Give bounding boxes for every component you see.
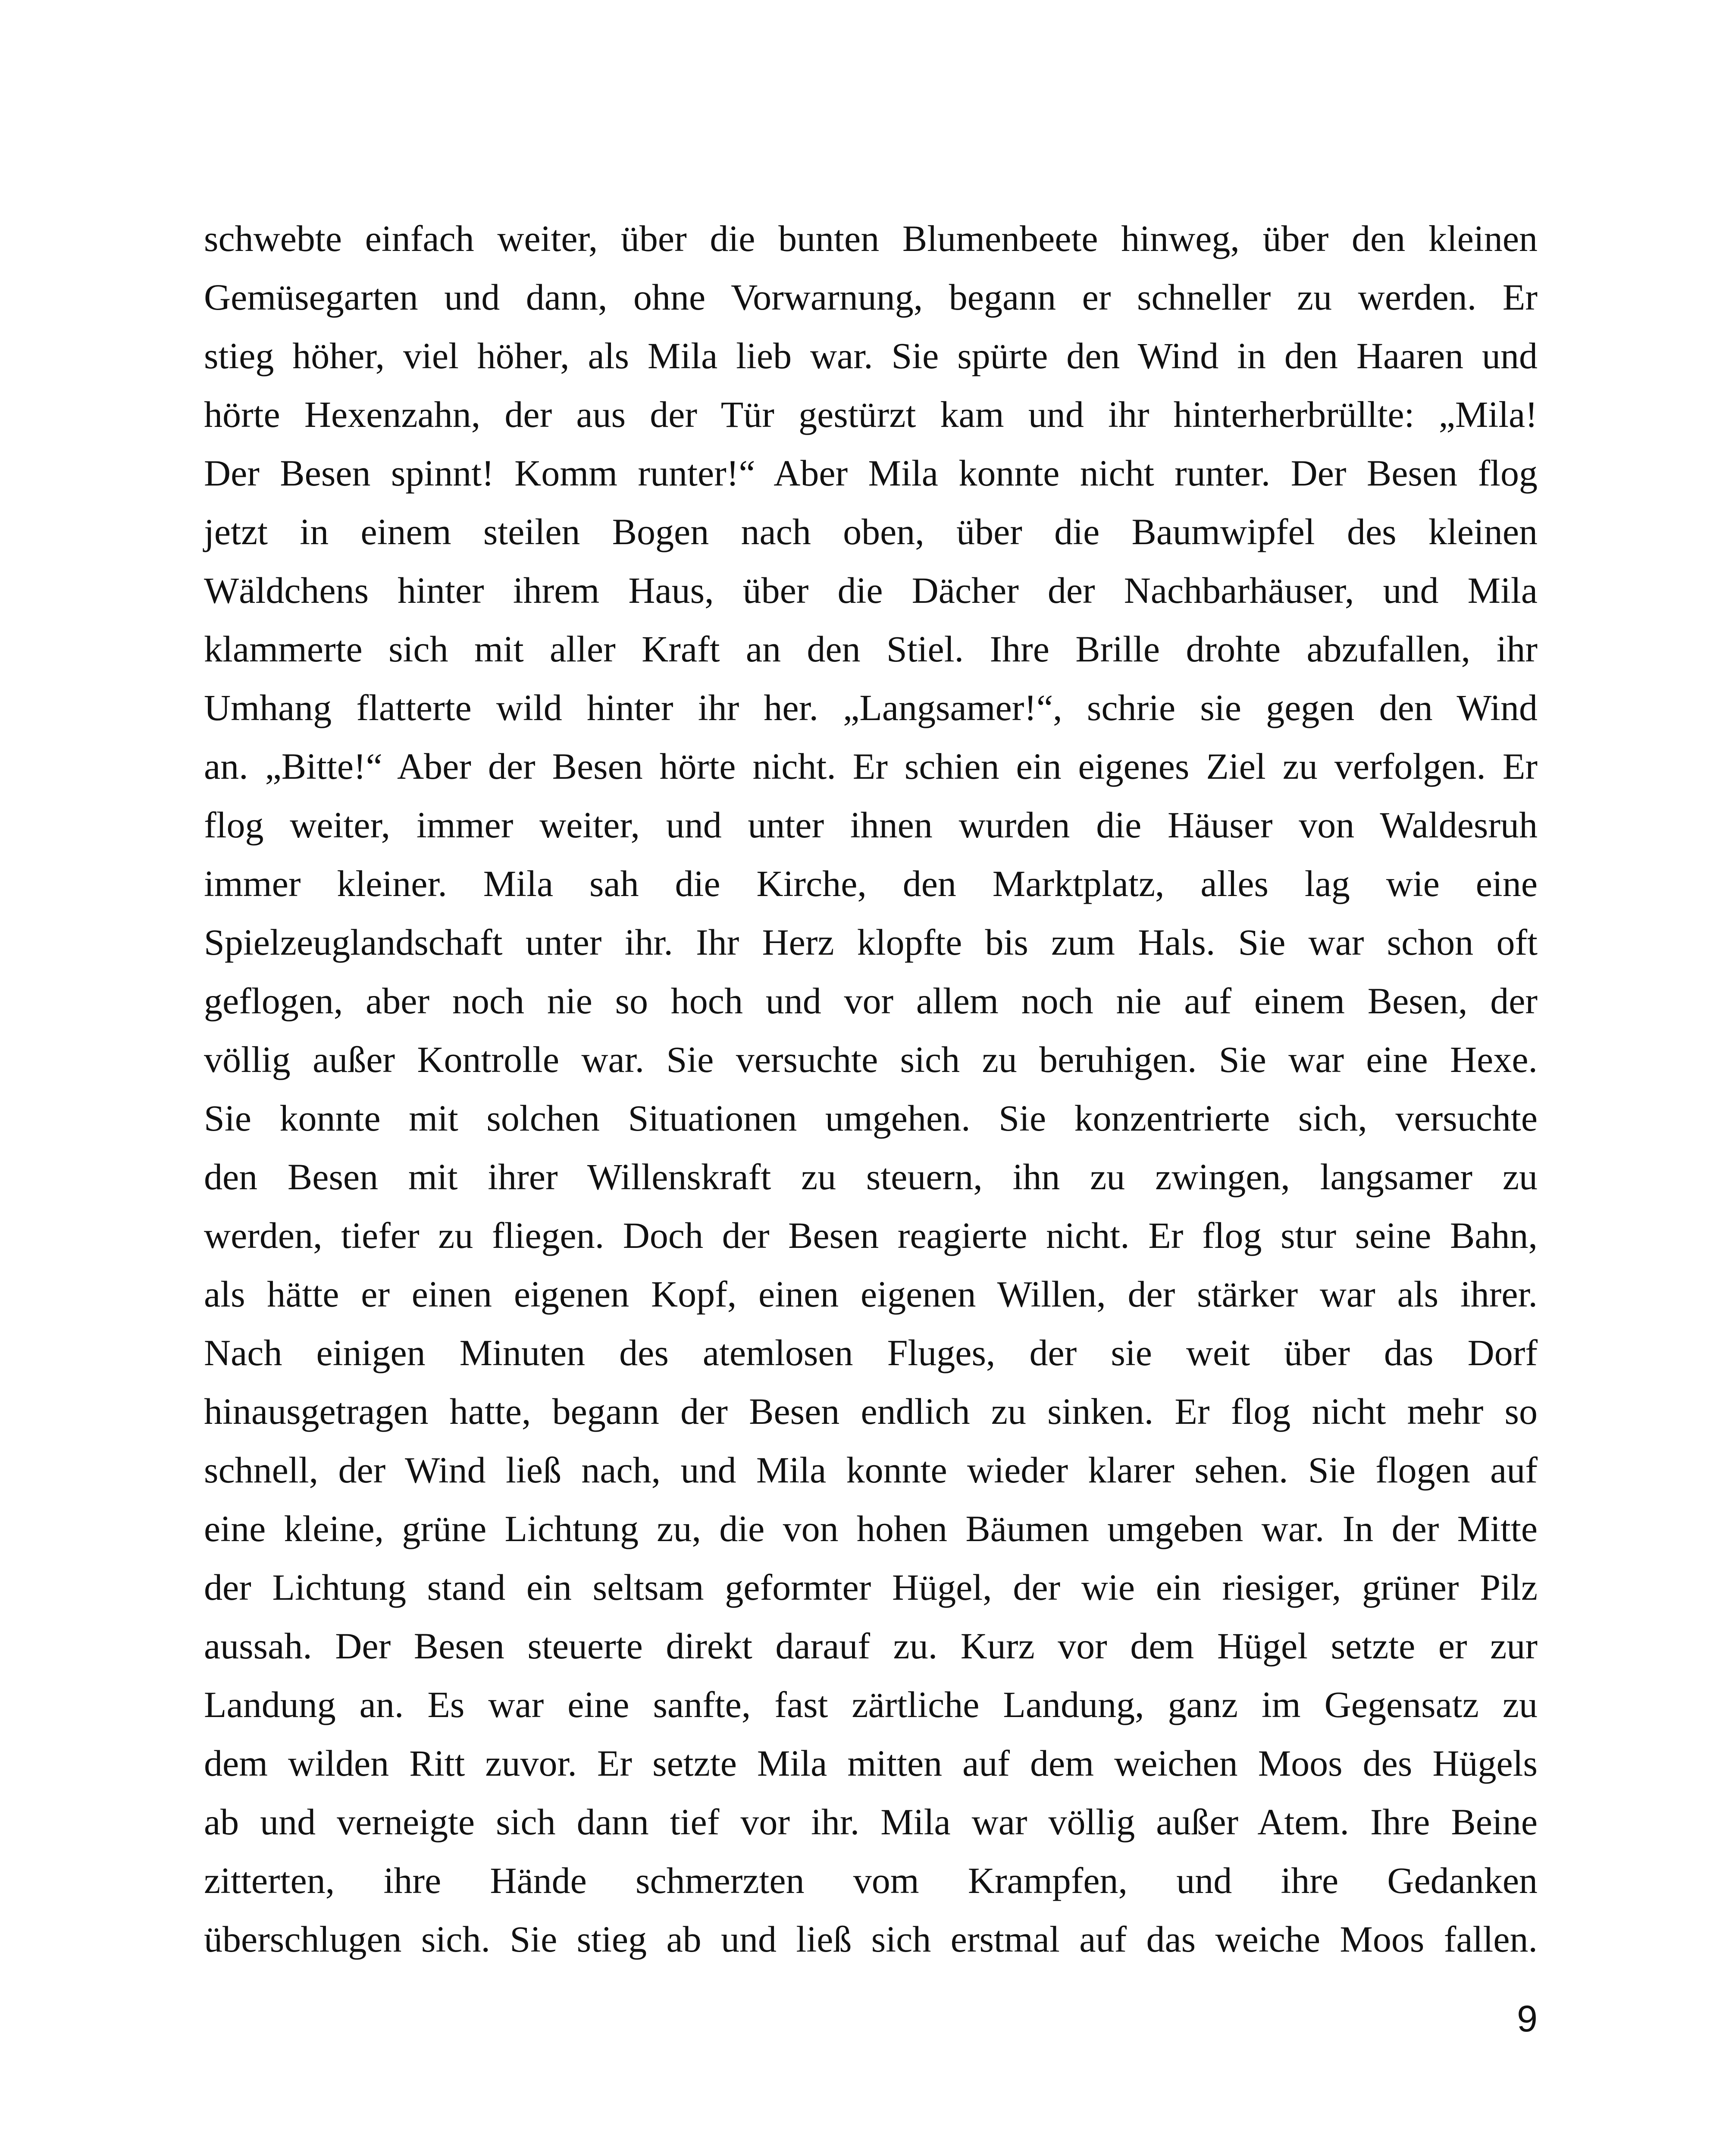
text-line-17: den Besen mit ihrer Willenskraft zu steuern, ihn zu zwingen, langsamer zu: [204, 1156, 1538, 1197]
text-line-24: der Lichtung stand ein seltsam geformter Hügel, der wie ein riesiger, grüner Pilz: [204, 1567, 1538, 1608]
text-line-28: ab und verneigte sich dann tief vor ihr. Mila war völlig außer Atem. Ihre Beine: [204, 1801, 1538, 1843]
text-line-9: Umhang flatterte wild hinter ihr her. „Langsamer!“, schrie sie gegen den Wind: [204, 687, 1538, 728]
text-line-12: immer kleiner. Mila sah die Kirche, den Marktplatz, alles lag wie eine: [204, 863, 1538, 904]
text-line-10: an. „Bitte!“ Aber der Besen hörte nicht. Er schien ein eigenes Ziel zu verfolgen. Er: [204, 746, 1538, 787]
text-line-11: flog weiter, immer weiter, und unter ihnen wurden die Häuser von Waldesruh: [204, 804, 1538, 846]
text-line-27: dem wilden Ritt zuvor. Er setzte Mila mitten auf dem weichen Moos des Hügels: [204, 1742, 1538, 1784]
text-line-20: Nach einigen Minuten des atemlosen Fluges, der sie weit über das Dorf: [204, 1332, 1538, 1373]
text-line-4: hörte Hexenzahn, der aus der Tür gestürzt kam und ihr hinterherbrüllte: „Mila!: [204, 394, 1538, 435]
text-line-6: jetzt in einem steilen Bogen nach oben, über die Baumwipfel des kleinen: [204, 511, 1538, 552]
text-line-19: als hätte er einen eigenen Kopf, einen eigenen Willen, der stärker war als ihrer.: [204, 1273, 1538, 1315]
text-line-23: eine kleine, grüne Lichtung zu, die von hohen Bäumen umgeben war. In der Mitte: [204, 1508, 1538, 1549]
text-line-5: Der Besen spinnt! Komm runter!“ Aber Mila konnte nicht runter. Der Besen flog: [204, 452, 1538, 494]
text-line-30: überschlugen sich. Sie stieg ab und ließ sich erstmal auf das weiche Moos fallen.: [204, 1918, 1538, 1960]
text-line-7: Wäldchens hinter ihrem Haus, über die Dächer der Nachbarhäuser, und Mila: [204, 570, 1538, 611]
body-text: [204, 209, 1538, 1968]
text-line-13: Spielzeuglandschaft unter ihr. Ihr Herz klopfte bis zum Hals. Sie war schon oft: [204, 921, 1538, 963]
text-line-16: Sie konnte mit solchen Situationen umgehen. Sie konzentrierte sich, versuchte: [204, 1097, 1538, 1139]
text-line-26: Landung an. Es war eine sanfte, fast zärtliche Landung, ganz im Gegensatz zu: [204, 1684, 1538, 1725]
text-line-18: werden, tiefer zu fliegen. Doch der Besen reagierte nicht. Er flog stur seine Bahn,: [204, 1215, 1538, 1256]
text-line-2: Gemüsegarten und dann, ohne Vorwarnung, begann er schneller zu werden. Er: [204, 276, 1538, 318]
text-line-3: stieg höher, viel höher, als Mila lieb war. Sie spürte den Wind in den Haaren und: [204, 335, 1538, 376]
text-line-14: geflogen, aber noch nie so hoch und vor allem noch nie auf einem Besen, der: [204, 980, 1538, 1022]
text-line-22: schnell, der Wind ließ nach, und Mila konnte wieder klarer sehen. Sie flogen auf: [204, 1449, 1538, 1491]
text-line-21: hinausgetragen hatte, begann der Besen endlich zu sinken. Er flog nicht mehr so: [204, 1391, 1538, 1432]
page-number: 9: [1517, 1998, 1538, 2040]
text-line-8: klammerte sich mit aller Kraft an den Stiel. Ihre Brille drohte abzufallen, ihr: [204, 628, 1538, 670]
text-line-25: aussah. Der Besen steuerte direkt darauf zu. Kurz vor dem Hügel setzte er zur: [204, 1625, 1538, 1667]
text-line-1: schwebte einfach weiter, über die bunten Blumenbeete hinweg, über den kleinen: [204, 218, 1538, 259]
text-line-15: völlig außer Kontrolle war. Sie versuchte sich zu beruhigen. Sie war eine Hexe.: [204, 1039, 1538, 1080]
text-line-29: zitterten, ihre Hände schmerzten vom Krampfen, und ihre Gedanken: [204, 1860, 1538, 1901]
